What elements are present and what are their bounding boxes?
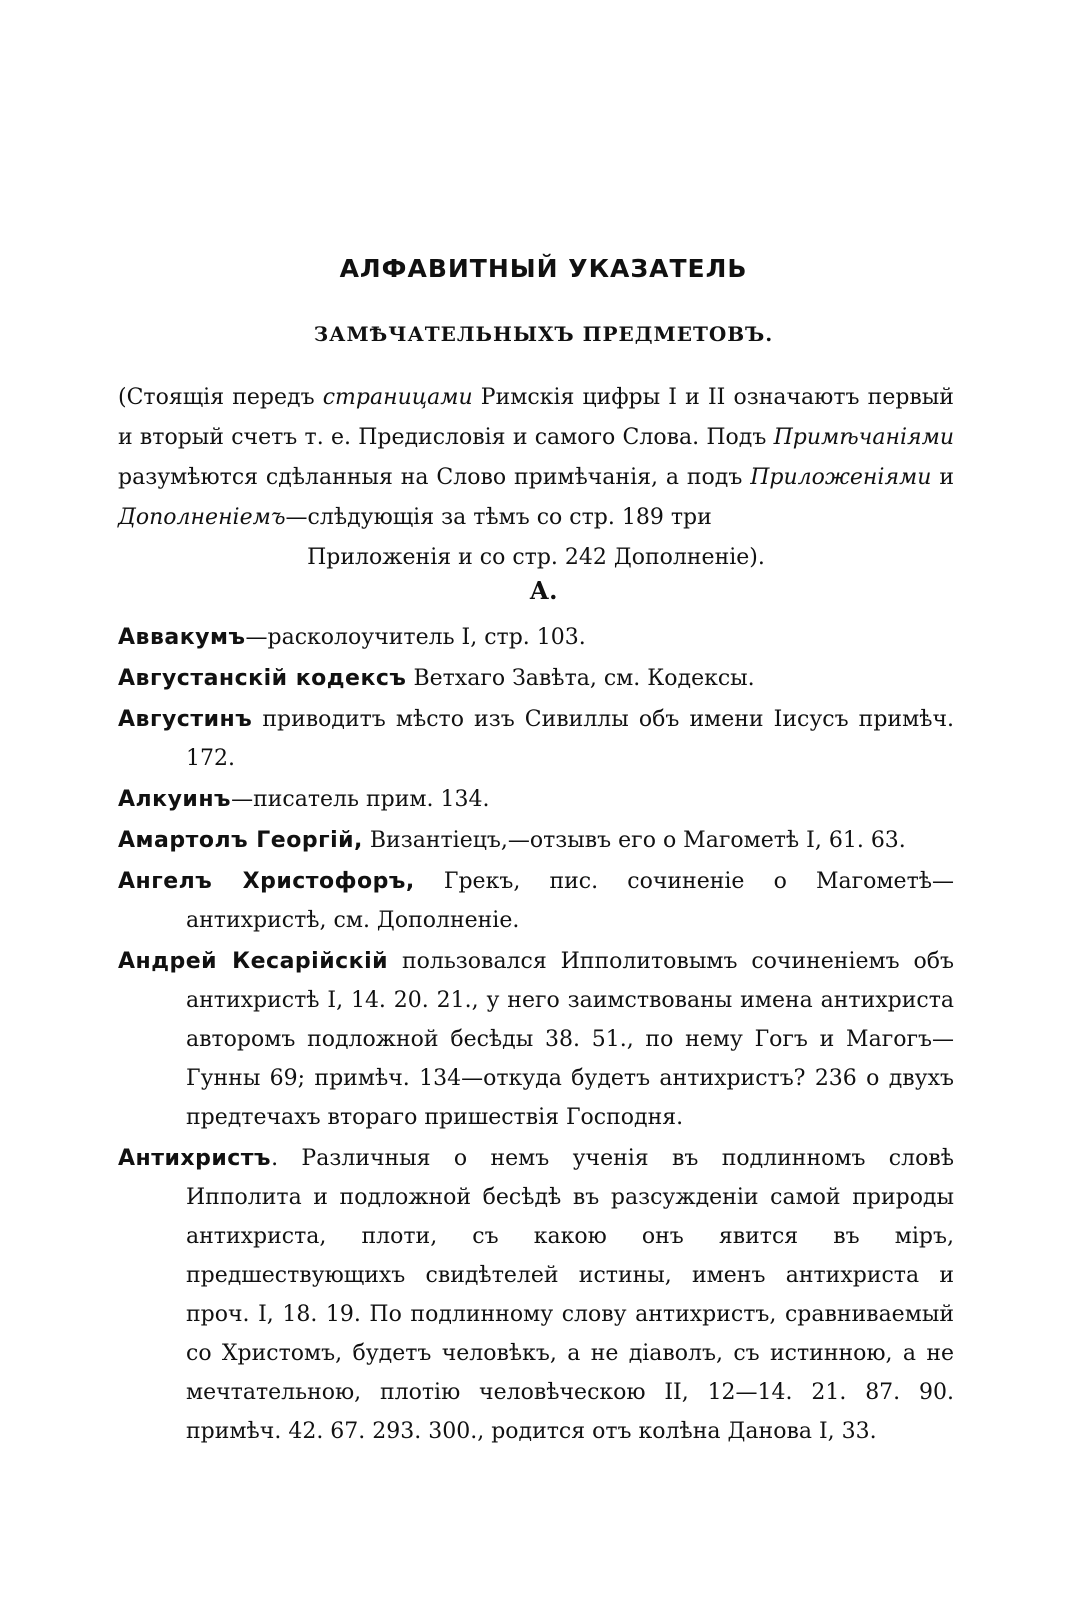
entry-text: пользовался Ипполитовымъ сочиненіемъ объ антихристѣ I, 14. 20. 21., у него заимствованы имена антихриста авторомъ подложной бесѣды 38. 51., по нему Гогъ и Магогъ—Гунны 69; примѣч. 134—откуда будетъ антихристъ? 236 о двухъ предтечахъ втораго пришествія Господня. xyxy=(186,949,954,1130)
intro-italic-3: Приложеніями xyxy=(750,465,932,490)
index-entry xyxy=(118,1139,954,1451)
index-entry xyxy=(118,821,954,860)
intro-paragraph xyxy=(118,378,954,578)
entry-text: Ветхаго Завѣта, см. Кодексы. xyxy=(406,666,755,691)
index-entry xyxy=(118,618,954,657)
entry-text: Грекъ, пис. сочиненіе о Магометѣ—антихристѣ, см. Дополненіе. xyxy=(186,869,955,933)
entry-heading: Антихристъ xyxy=(118,1146,272,1171)
entry-text: —писатель прим. 134. xyxy=(231,787,490,812)
entry-heading: Ангелъ Христофоръ, xyxy=(118,869,415,894)
intro-italic-4: Дополненіемъ xyxy=(118,505,286,530)
index-entry xyxy=(118,700,954,778)
section-letter: А. xyxy=(529,576,558,605)
page-title: АЛФАВИТНЫЙ УКАЗАТЕЛЬ xyxy=(339,254,748,283)
entry-text: . Различныя о немъ ученія въ подлинномъ словѣ Ипполита и подложной бесѣдѣ въ разсужденіи самой природы антихриста, плоти, съ какою онъ явится въ міръ, предшествующихъ свидѣтелей истины, именъ антихриста и проч. I, 18. 19. По подлинному слову антихристъ, сравниваемый со Христомъ, будетъ человѣкъ, а не діаволъ, съ истинною, а не мечтательною, плотію человѣческою II, 12—14. 21. 87. 90. примѣч. 42. 67. 293. 300., родится отъ колѣна Данова I, 33. xyxy=(186,1146,954,1444)
index-entry xyxy=(118,659,954,698)
entry-text: приводитъ мѣсто изъ Сивиллы объ имени Іисусъ примѣч. 172. xyxy=(186,707,954,771)
entry-heading: Августинъ xyxy=(118,707,253,732)
entry-heading: Амартолъ Георгій, xyxy=(118,828,363,853)
entry-text: Византіецъ,—отзывъ его о Магометѣ I, 61. 63. xyxy=(362,828,906,853)
index-entry xyxy=(118,862,954,940)
entry-heading: Андрей Кесарійскій xyxy=(118,949,389,974)
entry-heading: Августанскій кодексъ xyxy=(118,666,407,691)
index-entries xyxy=(118,618,954,1453)
entry-heading: Алкуинъ xyxy=(118,787,232,812)
intro-text-3: разумѣются сдѣланныя на Слово примѣчанія, а подъ xyxy=(118,465,751,490)
intro-text-6: Приложенія и со стр. 242 Дополненіе). xyxy=(307,545,765,570)
index-entry xyxy=(118,942,954,1137)
intro-text-2: Римскія цифры I и II означаютъ первый и вторый счетъ т. е. Предисловія и самого Слова. Подъ xyxy=(118,385,954,450)
entry-text: —расколоучитель I, стр. 103. xyxy=(245,625,586,650)
intro-text-5: —слѣдующія за тѣмъ со стр. 189 три xyxy=(285,505,712,530)
entry-heading: Аввакумъ xyxy=(118,625,246,650)
intro-text-4: и xyxy=(931,465,954,490)
page-subtitle: ЗАМѢЧАТЕЛЬНЫХЪ ПРЕДМЕТОВЪ. xyxy=(313,322,774,346)
intro-italic-1: страницами xyxy=(322,385,473,410)
index-entry xyxy=(118,780,954,819)
intro-text-1: (Стоящія передъ xyxy=(118,385,323,410)
intro-italic-2: Примѣчаніями xyxy=(773,425,954,450)
